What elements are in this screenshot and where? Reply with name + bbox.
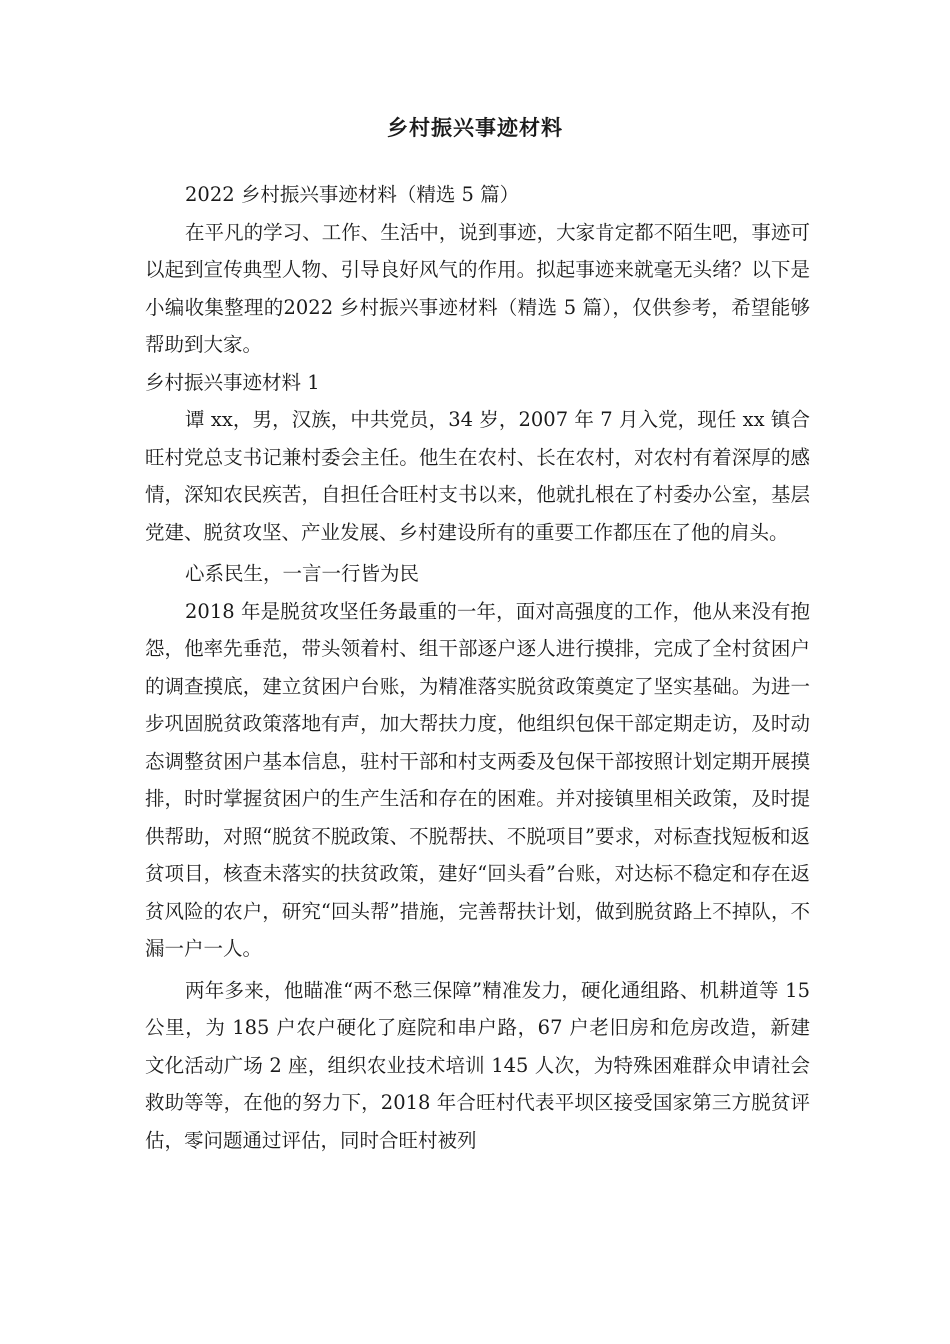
body-paragraph-1: 谭 xx，男，汉族，中共党员，34 岁，2007 年 7 月入党，现任 xx 镇合旺村党总支书记兼村委会主任。他生在农村、长在农村，对农村有着深厚的感情，深知农民疾苦，自担任合旺村支书以来，他就扎根在了村委办公室，基层党建、脱贫攻坚、产业发展、乡村建设所有的重要工作都压在了他的肩头。 — [145, 408, 810, 544]
body-paragraph-3: 两年多来，他瞄准“两不愁三保障”精准发力，硬化通组路、机耕道等 15 公里，为 185 户农户硬化了庭院和串户路，67 户老旧房和危房改造，新建文化活动广场 2 座，组织农业技术培训 145 人次，为特殊困难群众申请社会救助等等，在他的努力下，2018 年合旺村代表平坝区接受国家第三方脱贫评估，零问题通过评估，同时合旺村被列 — [145, 978, 810, 1152]
sub-heading: 心系民生，一言一行皆为民 — [185, 562, 420, 585]
document-title: 乡村振兴事迹材料 — [387, 115, 563, 140]
section-heading: 乡村振兴事迹材料 1 — [145, 370, 320, 394]
intro-paragraph: 在平凡的学习、工作、生活中，说到事迹，大家肯定都不陌生吧，事迹可以起到宣传典型人物、引导良好风气的作用。拟起事迹来就毫无头绪？以下是小编收集整理的2022 乡村振兴事迹材料（精选 5 篇），仅供参考，希望能够帮助到大家。 — [145, 220, 810, 356]
document-subtitle: 2022 乡村振兴事迹材料（精选 5 篇） — [185, 183, 520, 206]
body-paragraph-2: 2018 年是脱贫攻坚任务最重的一年，面对高强度的工作，他从来没有抱怨，他率先垂范，带头领着村、组干部逐户逐人进行摸排，完成了全村贫困户的调查摸底，建立贫困户台账，为精准落实脱贫政策奠定了坚实基础。为进一步巩固脱贫政策落地有声，加大帮扶力度，他组织包保干部定期走访，及时动态调整贫困户基本信息，驻村干部和村支两委及包保干部按照计划定期开展摸排，时时掌握贫困户的生产生活和存在的困难。并对接镇里相关政策，及时提供帮助，对照“脱贫不脱政策、不脱帮扶、不脱项目”要求，对标查找短板和返贫项目，核查未落实的扶贫政策，建好“回头看”台账，对达标不稳定和存在返贫风险的农户，研究“回头帮”措施，完善帮扶计划，做到脱贫路上不掉队，不漏一户一人。 — [145, 599, 810, 960]
